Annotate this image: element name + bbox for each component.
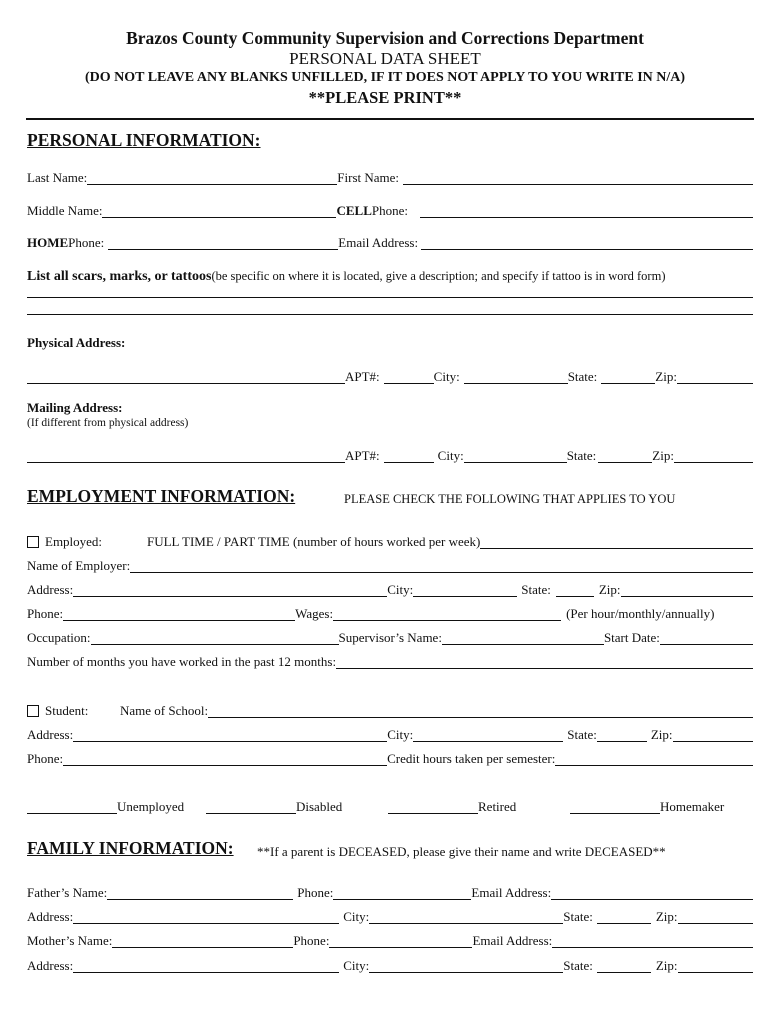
school-city-label: City: (387, 727, 414, 742)
supervisor-field[interactable] (442, 630, 604, 645)
middle-name-field[interactable] (102, 203, 336, 218)
mother-state-field[interactable] (597, 958, 651, 973)
mother-email-label: Email Address: (472, 933, 553, 948)
apt-label: APT#: (345, 369, 380, 384)
school-phone-row (27, 746, 753, 766)
home-phone-field[interactable] (108, 235, 338, 250)
father-address-field[interactable] (73, 909, 339, 924)
mailing-note: (If different from physical address) (27, 417, 189, 429)
family-note: **If a parent is DECEASED, please give their name and write DECEASED** (257, 844, 666, 859)
home-phone-label: Phone: (68, 235, 105, 250)
zip-label: Zip: (655, 369, 677, 384)
wages-field[interactable] (333, 606, 561, 621)
credit-hours-label: Credit hours taken per semester: (387, 751, 556, 766)
first-name-field[interactable] (403, 170, 753, 185)
mother-phone-label: Phone: (293, 933, 330, 948)
father-email-label: Email Address: (471, 885, 552, 900)
school-state-label: State: (567, 727, 597, 742)
mother-name-label: Mother’s Name: (27, 933, 113, 948)
school-field[interactable] (208, 703, 753, 718)
employer-address-label: Address: (27, 582, 74, 597)
employer-zip-label: Zip: (598, 582, 621, 597)
homemaker-field[interactable] (570, 799, 660, 814)
physical-address-row (27, 364, 753, 384)
months-row (27, 649, 753, 669)
months-field[interactable] (336, 654, 753, 669)
state-label: State: (567, 369, 598, 384)
mother-name-field[interactable] (112, 933, 293, 948)
school-phone-field[interactable] (63, 751, 387, 766)
mailing-state-label: State: (566, 448, 597, 463)
mother-zip-label: Zip: (655, 958, 678, 973)
state-field[interactable] (601, 369, 655, 384)
cell-phone-field[interactable] (420, 203, 753, 218)
mailing-address-label: Mailing Address: (27, 400, 123, 415)
scars-line-1[interactable] (27, 297, 753, 298)
occupation-label: Occupation: (27, 630, 91, 645)
email-label: Email Address: (338, 235, 419, 250)
last-name-label: Last Name: (27, 170, 88, 185)
unemployed-field[interactable] (27, 799, 117, 814)
check-note-row (344, 487, 744, 507)
employer-address-row (27, 577, 753, 597)
credit-hours-field[interactable] (555, 751, 753, 766)
school-city-field[interactable] (413, 727, 563, 742)
check-note: PLEASE CHECK THE FOLLOWING THAT APPLIES TO YOU (344, 492, 676, 506)
retired-label: Retired (478, 799, 517, 814)
employer-row (27, 553, 753, 573)
disabled-label: Disabled (296, 799, 343, 814)
form-subtitle: PERSONAL DATA SHEET (289, 49, 481, 68)
disabled-field[interactable] (206, 799, 296, 814)
mother-phone-field[interactable] (329, 933, 472, 948)
start-date-label: Start Date: (603, 630, 660, 645)
apt-field[interactable] (384, 369, 434, 384)
personal-heading: PERSONAL INFORMATION: (27, 130, 261, 150)
zip-field[interactable] (677, 369, 753, 384)
mailing-city-field[interactable] (464, 448, 567, 463)
school-address-label: Address: (27, 727, 74, 742)
wages-label: Wages: (295, 606, 334, 621)
scars-row (27, 264, 753, 284)
supervisor-label: Supervisor’s Name: (338, 630, 442, 645)
mother-email-field[interactable] (552, 933, 753, 948)
school-label: Name of School: (120, 703, 209, 718)
student-row (27, 698, 753, 718)
father-state-field[interactable] (597, 909, 651, 924)
mailing-apt-field[interactable] (384, 448, 434, 463)
mailing-zip-field[interactable] (674, 448, 753, 463)
mailing-address-row (27, 443, 753, 463)
father-zip-field[interactable] (678, 909, 753, 924)
employer-name-label: Name of Employer: (27, 558, 131, 573)
phone-wages-row (27, 601, 753, 621)
employer-city-field[interactable] (413, 582, 517, 597)
employer-city-label: City: (387, 582, 414, 597)
middle-name-label: Middle Name: (27, 203, 103, 218)
employer-name-field[interactable] (130, 558, 753, 573)
school-zip-field[interactable] (673, 727, 753, 742)
employment-heading: EMPLOYMENT INFORMATION: (27, 486, 296, 506)
school-phone-label: Phone: (27, 751, 64, 766)
family-heading: FAMILY INFORMATION: (27, 838, 234, 858)
student-label: Student: (45, 703, 89, 718)
father-zip-label: Zip: (655, 909, 678, 924)
home-email-row (27, 230, 753, 250)
school-zip-label: Zip: (650, 727, 673, 742)
mailing-apt-label: APT#: (345, 448, 380, 463)
father-state-label: State: (563, 909, 593, 924)
employer-address-field[interactable] (73, 582, 387, 597)
father-city-label: City: (343, 909, 370, 924)
mailing-zip-label: Zip: (652, 448, 674, 463)
father-name-field[interactable] (107, 885, 293, 900)
city-label: City: (433, 369, 460, 384)
father-city-field[interactable] (369, 909, 563, 924)
father-row (27, 880, 753, 900)
hours-field[interactable] (480, 534, 753, 549)
scars-label: List all scars, marks, or tattoos (27, 269, 212, 284)
mother-zip-field[interactable] (678, 958, 753, 973)
mailing-note-row (27, 411, 753, 431)
mailing-state-field[interactable] (598, 448, 652, 463)
mother-row (27, 928, 753, 948)
physical-address-field[interactable] (27, 369, 345, 384)
unemployed-label: Unemployed (117, 799, 185, 814)
mother-state-label: State: (563, 958, 593, 973)
mother-city-field[interactable] (369, 958, 563, 973)
father-phone-field[interactable] (333, 885, 471, 900)
family-note-row (257, 839, 727, 859)
employed-label: Employed: (45, 534, 103, 549)
occupation-field[interactable] (91, 630, 339, 645)
cell-bold-label: CELL (336, 203, 372, 218)
employer-phone-field[interactable] (63, 606, 295, 621)
full-part-label: FULL TIME / PART TIME (number of hours worked per week) (147, 534, 481, 549)
father-email-field[interactable] (551, 885, 753, 900)
employer-state-field[interactable] (556, 582, 594, 597)
cell-phone-label: Phone: (371, 203, 408, 218)
start-date-field[interactable] (660, 630, 753, 645)
scars-note: (be specific on where it is located, give a description; and specify if tattoo is in word form) (211, 269, 666, 283)
father-address-row (27, 904, 753, 924)
physical-address-label-row (27, 330, 753, 350)
physical-address-label: Physical Address: (27, 335, 126, 350)
homemaker-label: Homemaker (660, 799, 725, 814)
months-label: Number of months you have worked in the past 12 months: (27, 654, 337, 669)
occupation-row (27, 625, 753, 645)
employed-row (27, 529, 753, 549)
middle-cell-row (27, 198, 753, 218)
city-field[interactable] (464, 369, 568, 384)
mother-address-row (27, 953, 753, 973)
employer-zip-field[interactable] (621, 582, 753, 597)
mailing-city-label: City: (437, 448, 464, 463)
retired-field[interactable] (388, 799, 478, 814)
home-bold-label: HOME (27, 235, 69, 250)
form-title: Brazos County Community Supervision and Corrections Department (126, 28, 644, 48)
form-instruction: (DO NOT LEAVE ANY BLANKS UNFILLED, IF IT DOES NOT APPLY TO YOU WRITE IN N/A) (84, 70, 686, 85)
first-name-label: First Name: (337, 170, 400, 185)
email-field[interactable] (421, 235, 753, 250)
status-row (27, 794, 753, 814)
father-phone-label: Phone: (297, 885, 334, 900)
last-name-field[interactable] (87, 170, 337, 185)
father-name-label: Father’s Name: (27, 885, 108, 900)
header-divider (26, 118, 754, 120)
wages-period-label: (Per hour/monthly/annually) (566, 606, 715, 621)
mother-city-label: City: (343, 958, 370, 973)
mother-address-label: Address: (27, 958, 74, 973)
school-address-field[interactable] (73, 727, 387, 742)
student-checkbox[interactable] (27, 705, 39, 717)
employer-phone-label: Phone: (27, 606, 64, 621)
employer-state-label: State: (521, 582, 551, 597)
school-address-row (27, 722, 753, 742)
print-note: **PLEASE PRINT** (308, 88, 462, 107)
employed-checkbox[interactable] (27, 536, 39, 548)
name-row (27, 165, 753, 185)
mother-address-field[interactable] (73, 958, 339, 973)
school-state-field[interactable] (597, 727, 647, 742)
mailing-address-field[interactable] (27, 448, 345, 463)
father-address-label: Address: (27, 909, 74, 924)
scars-line-2[interactable] (27, 314, 753, 315)
